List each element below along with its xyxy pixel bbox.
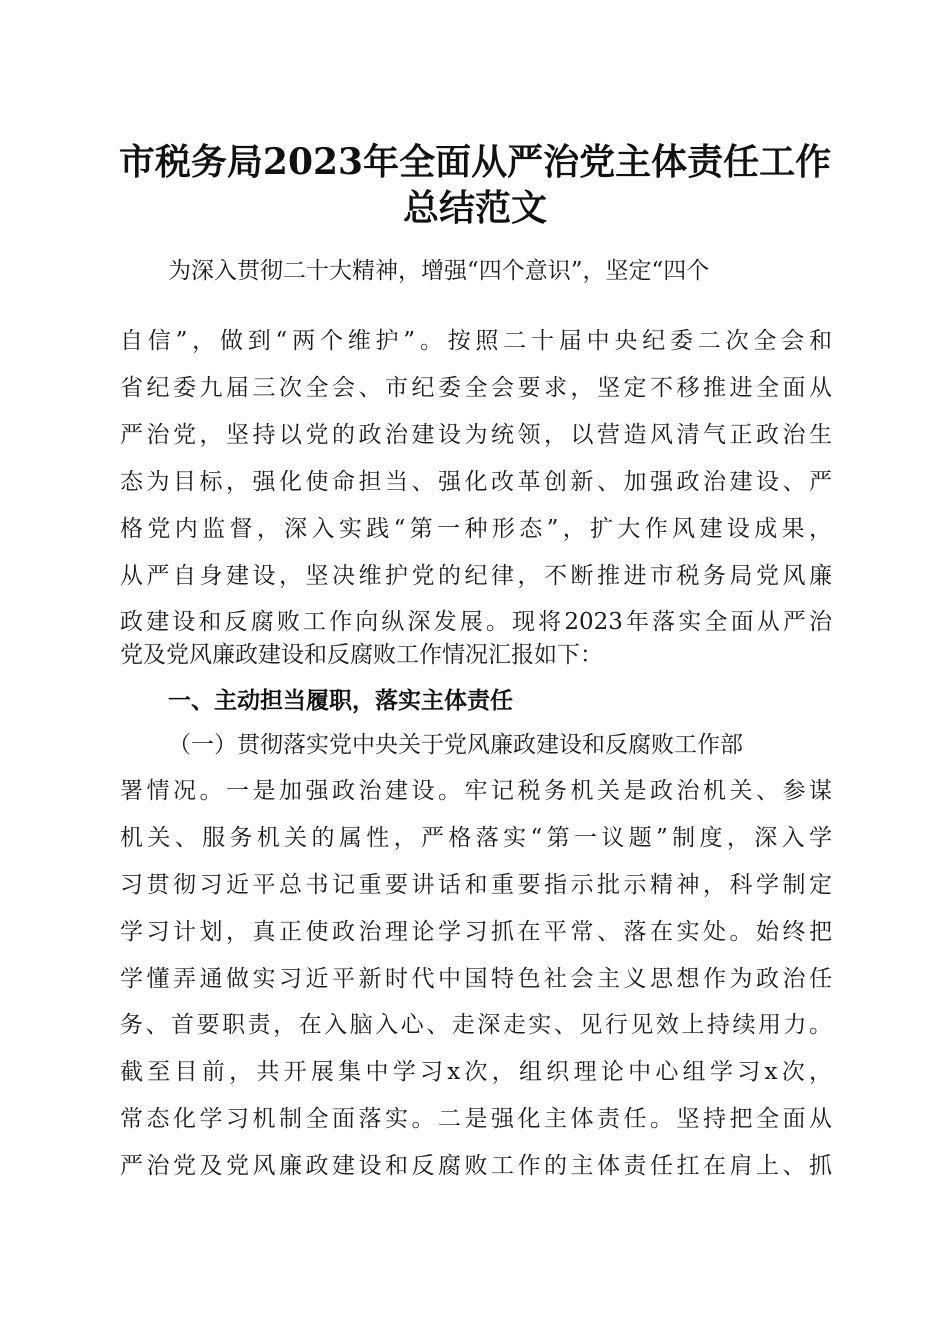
paragraph-line: 为深入贯彻二十大精神，增强“四个意识”，坚定“四个 — [168, 258, 710, 284]
paragraph-line: 格党内监督，深入实践“第一种形态”，扩大作风建设成果， — [120, 516, 832, 542]
paragraph-line: 务、首要职责，在入脑入心、走深走实、见行见效上持续用力。 — [120, 1012, 832, 1038]
paragraph-line: 严治党及党风廉政建设和反腐败工作的主体责任扛在肩上、抓 — [120, 1153, 832, 1179]
paragraph-line: 截至目前，共开展集中学习x次，组织理论中心组学习x次， — [120, 1059, 832, 1085]
section-heading: 一、主动担当履职，落实主体责任 — [168, 688, 513, 714]
paragraph-line: 党及党风廉政建设和反腐败工作情况汇报如下： — [120, 642, 603, 668]
paragraph-line: 习贯彻习近平总书记重要讲话和重要指示批示精神，科学制定 — [120, 872, 832, 898]
paragraph-line: （一）贯彻落实党中央关于党风廉政建设和反腐败工作部 — [168, 732, 743, 758]
document-title-line-2: 总结范文 — [402, 187, 547, 229]
paragraph-line: 学懂弄通做实习近平新时代中国特色社会主义思想作为政治任 — [120, 966, 832, 992]
paragraph-line: 从严自身建设，坚决维护党的纪律，不断推进市税务局党风廉 — [120, 563, 832, 589]
document-title-line-1: 市税务局2023年全面从严治党主体责任工作 — [118, 141, 832, 183]
paragraph-line: 严治党，坚持以党的政治建设为统领，以营造风清气正政治生 — [120, 422, 832, 448]
paragraph-line: 常态化学习机制全面落实。二是强化主体责任。坚持把全面从 — [120, 1106, 832, 1132]
paragraph-line: 态为目标，强化使命担当、强化改革创新、加强政治建设、严 — [120, 469, 832, 495]
paragraph-line: 省纪委九届三次全会、市纪委全会要求，坚定不移推进全面从 — [120, 375, 832, 401]
paragraph-line: 机关、服务机关的属性，严格落实“第一议题”制度，深入学 — [120, 825, 832, 851]
paragraph-line: 学习计划，真正使政治理论学习抓在平常、落在实处。始终把 — [120, 919, 832, 945]
paragraph-line: 自信”，做到“两个维护”。按照二十届中央纪委二次全会和 — [120, 328, 832, 354]
paragraph-line: 政建设和反腐败工作向纵深发展。现将2023年落实全面从严治 — [120, 609, 832, 635]
paragraph-line: 署情况。一是加强政治建设。牢记税务机关是政治机关、参谋 — [120, 778, 832, 804]
